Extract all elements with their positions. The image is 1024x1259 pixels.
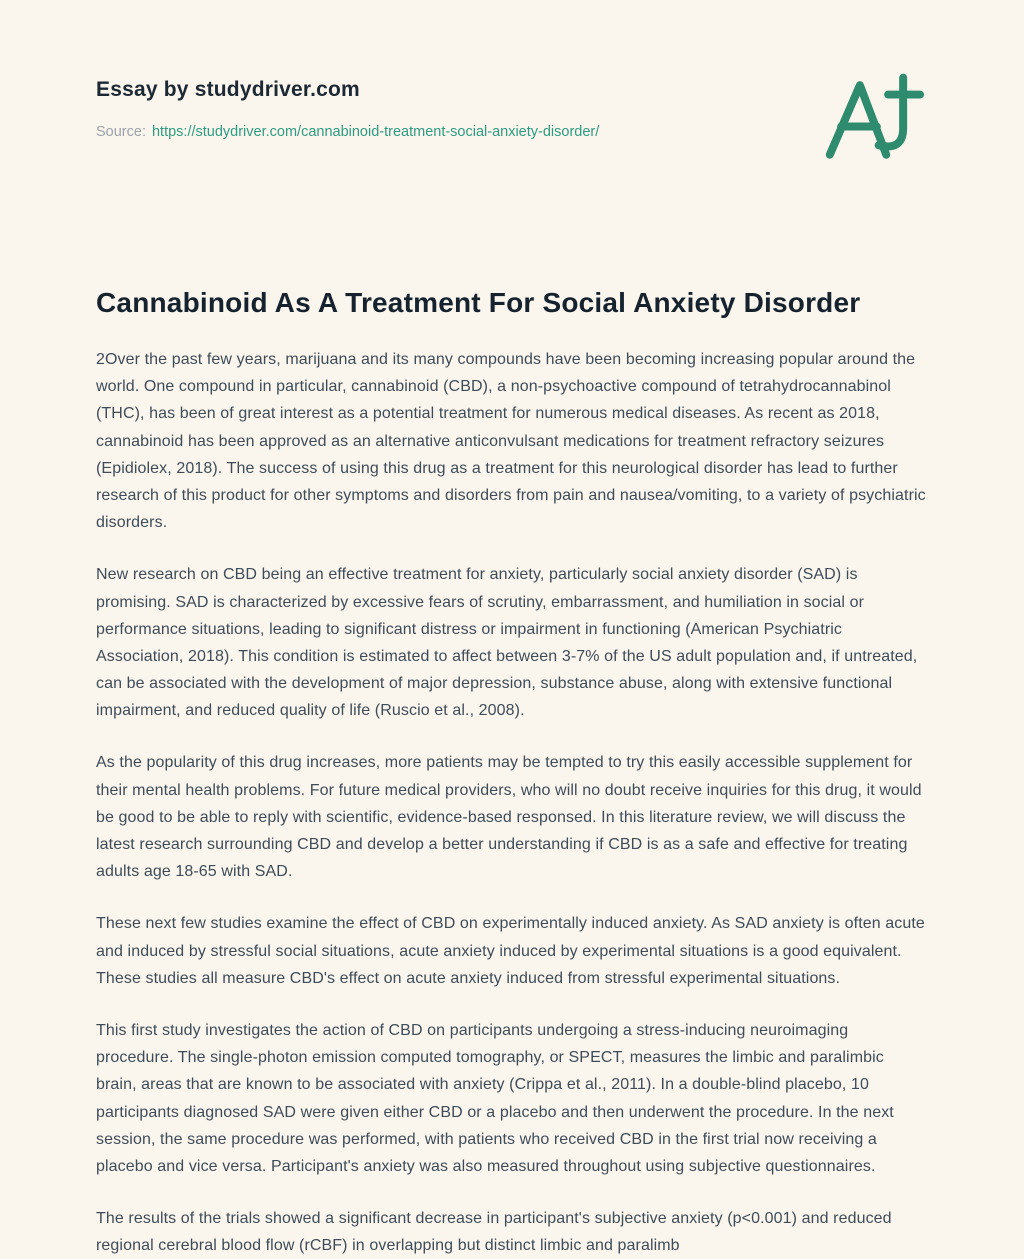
source-label: Source:	[96, 124, 146, 140]
essay-title: Cannabinoid As A Treatment For Social Anxiety Disorder	[96, 287, 861, 318]
header-text-block	[96, 78, 599, 140]
essay-paragraph: 2Over the past few years, marijuana and its many compounds have been becoming increasing popular around the world. One compound in particular, cannabinoid (CBD), a non-psychoactive compound of tetrahydrocannabinol (THC), has been of great interest as a potential treatment for numerous medical diseases. As recent as 2018, cannabinoid has been approved as an alternative anticonvulsant medications for treatment refractory seizures (Epidiolex, 2018). The success of using this drug as a treatment for this neurological disorder has lead to further research of this product for other symptoms and disorders from pain and nausea/vomiting, to a variety of psychiatric disorders.	[96, 351, 926, 532]
essay-paragraph: The results of the trials showed a significant decrease in participant's subjective anxiety (p<0.001) and reduced regional cerebral blood flow (rCBF) in overlapping but distinct limbic and paralimb	[96, 1210, 892, 1255]
document-header	[96, 78, 928, 171]
essay-paragraph: As the popularity of this drug increases, more patients may be tempted to try this easily accessible supplement for their mental health problems. For future medical providers, who will no doubt receive inquiries for this drug, it would be good to be able to reply with scientific, evidence-based responsed. In this literature review, we will discuss the latest research surrounding CBD and develop a better understanding if CBD is as a safe and effective for treating adults age 18-65 with SAD.	[96, 754, 922, 881]
essay-body	[96, 287, 928, 1259]
essay-paragraph: New research on CBD being an effective treatment for anxiety, particularly social anxiety disorder (SAD) is promising. SAD is characterized by excessive fears of scrutiny, embarrassment, and humiliation in social or performance situations, leading to significant distress or impairment in functioning (American Psychiatric Association, 2018). This condition is estimated to affect between 3-7% of the US adult population and, if untreated, can be associated with the development of major depression, substance abuse, along with extensive functional impairment, and reduced quality of life (Ruscio et al., 2008).	[96, 566, 918, 720]
essay-paragraph: These next few studies examine the effect of CBD on experimentally induced anxiety. As SAD anxiety is often acute and induced by stressful social situations, acute anxiety induced by experimental situations is a good equivalent. These studies all measure CBD's effect on acute anxiety induced from stressful experimental situations.	[96, 915, 925, 987]
studydriver-logo-icon	[822, 72, 926, 171]
source-line	[96, 124, 599, 140]
essay-paragraph: This first study investigates the action of CBD on participants undergoing a stress-inducing neuroimaging procedure. The single-photon emission computed tomography, or SPECT, measures the limbic and paralimbic brain, areas that are known to be associated with anxiety (Crippa et al., 2011). In a double-blind placebo, 10 participants diagnosed SAD were given either CBD or a placebo and then underwent the procedure. In the next session, the same procedure was performed, with patients who received CBD in the first trial now receiving a placebo and vice versa. Participant's anxiety was also measured throughout using subjective questionnaires.	[96, 1021, 894, 1175]
source-link[interactable]: https://studydriver.com/cannabinoid-treatment-social-anxiety-disorder/	[151, 124, 600, 140]
essay-byline: Essay by studydriver.com	[96, 78, 360, 101]
